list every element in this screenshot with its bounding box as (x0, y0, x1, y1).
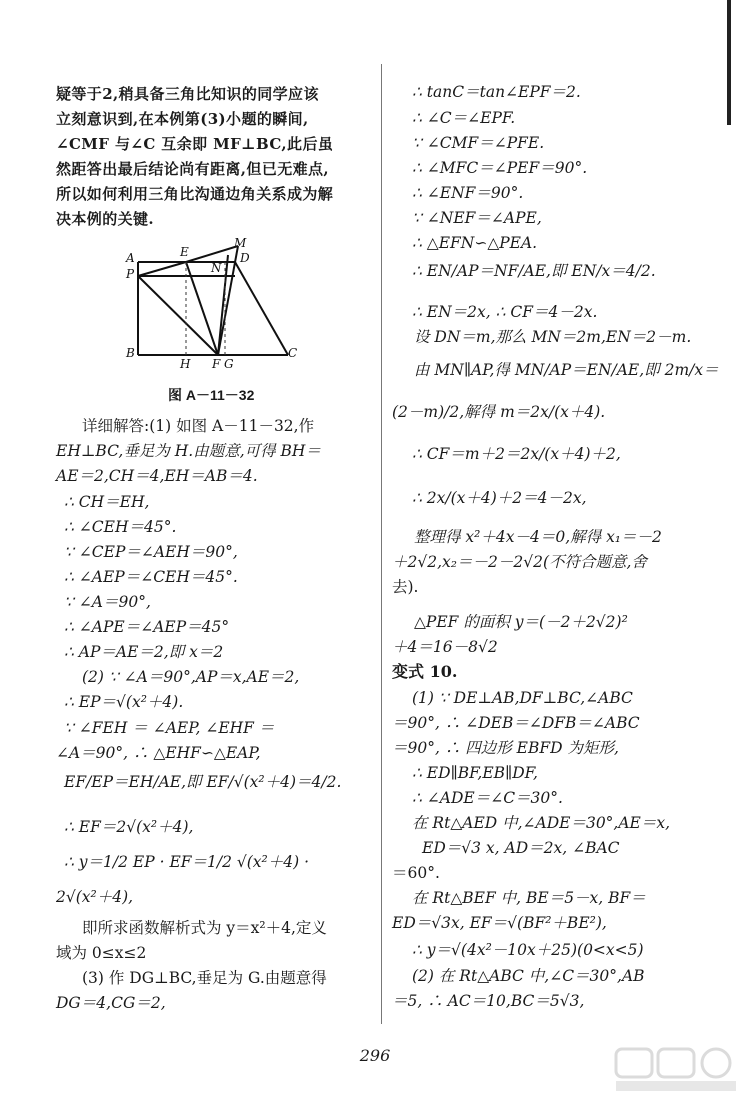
solution-line: ∴ 2x/(x＋4)＋2＝4－2x, (412, 489, 587, 507)
label-G: G (224, 357, 234, 371)
solution-line: ED＝√3x, EF＝√(BF²＋BE²), (392, 914, 607, 932)
solution-line: ∴ ∠APE＝∠AEP＝45° (64, 618, 230, 636)
solution-line: ＝90°, ∴ 四边形 EBFD 为矩形, (392, 739, 619, 757)
solution-line: ∴ CH＝EH, (64, 493, 150, 511)
solution-line: △PEF 的面积 y＝(－2＋2√2)² (414, 613, 628, 631)
solution-line: (2) ∵ ∠A＝90°,AP＝x,AE＝2, (82, 668, 300, 686)
solution-line: ∴ tanC＝tan∠EPF＝2. (412, 83, 581, 101)
solution-line: ∴ ∠ENF＝90°. (412, 184, 524, 202)
solution-line: ED＝√3 x, AD＝2x, ∠BAC (422, 839, 620, 857)
solution-line: ∵ ∠CEP＝∠AEH＝90°, (64, 543, 238, 561)
solution-line: AE＝2,CH＝4,EH＝AB＝4. (56, 467, 258, 485)
solution-line: ＝5, ∴ AC＝10,BC＝5√3, (392, 992, 585, 1010)
solution-line: 去). (392, 578, 419, 596)
label-B: B (126, 346, 135, 360)
solution-line: 在 Rt△AED 中,∠ADE＝30°,AE＝x, (412, 814, 671, 832)
solution-line: DG＝4,CG＝2, (56, 994, 166, 1012)
solution-line: (2) 在 Rt△ABC 中,∠C＝30°,AB (412, 967, 645, 985)
solution-line: ∴ AP＝AE＝2,即 x＝2 (64, 643, 224, 661)
segment-DC (235, 262, 288, 355)
label-M: M (234, 236, 247, 250)
intro-line: 立刻意识到,在本例第(3)小题的瞬间, (56, 110, 309, 128)
solution-line: ＋2√2,x₂＝－2－2√2(不符合题意,舍 (392, 553, 647, 571)
label-E: E (180, 245, 189, 259)
solution-line: ∵ ∠A＝90°, (64, 593, 151, 611)
solution-line: 域为 0≤x≤2 (56, 944, 147, 962)
label-F: F (212, 357, 221, 371)
solution-line: 在 Rt△BEF 中, BE＝5－x, BF＝ (412, 889, 646, 907)
solution-line: 由 MN∥AP,得 MN/AP＝EN/AE,即 2m/x＝ (414, 361, 719, 379)
intro-line: 然距答出最后结论尚有距离,但已无难点, (56, 160, 330, 178)
solution-line: ∴ ED∥BF,EB∥DF, (412, 764, 538, 782)
page-number: 296 (359, 1046, 391, 1065)
solution-line: ∴ CF＝m＋2＝2x/(x＋4)＋2, (412, 445, 621, 463)
label-D: D (240, 251, 250, 265)
segment-EP (138, 262, 186, 276)
solution-line: 详细解答:(1) 如图 A－11－32,作 (82, 417, 315, 435)
intro-line: 决本例的关键. (56, 210, 155, 228)
geometry-figure (60, 235, 310, 375)
solution-line: (2－m)/2,解得 m＝2x/(x＋4). (392, 403, 606, 421)
solution-line: ∴ y＝1/2 EP · EF＝1/2 √(x²＋4) · (64, 853, 310, 871)
intro-line: 疑等于2,稍具备三角比知识的同学应该 (56, 85, 319, 103)
solution-line: ∵ ∠CMF＝∠PFE. (412, 134, 545, 152)
segment-EM (186, 246, 238, 262)
solution-line: EF/EP＝EH/AE,即 EF/√(x²＋4)＝4/2. (64, 773, 342, 791)
watermark-logo (612, 1045, 742, 1095)
solution-line: (1) ∵ DE⊥AB,DF⊥BC,∠ABC (412, 689, 633, 707)
solution-line: ＝60°. (392, 864, 440, 882)
label-C: C (288, 346, 298, 360)
label-A: A (126, 251, 135, 265)
solution-line: ∴ △EFN∽△PEA. (412, 234, 538, 252)
segment-PF (138, 276, 218, 355)
solution-line: EH⊥BC,垂足为 H.由题意,可得 BH＝ (56, 442, 321, 460)
column-divider (381, 64, 382, 1024)
solution-line: ∴ ∠MFC＝∠PEF＝90°. (412, 159, 588, 177)
solution-line: 整理得 x²＋4x－4＝0,解得 x₁＝－2 (414, 528, 662, 546)
solution-line: ∴ ∠AEP＝∠CEH＝45°. (64, 568, 238, 586)
solution-line: ∴ ∠C＝∠EPF. (412, 109, 516, 127)
solution-line: ∠A＝90°, ∴ △EHF∽△EAP, (56, 744, 261, 762)
solution-line: ∴ EF＝2√(x²＋4), (64, 818, 194, 836)
page-edge-mark (727, 0, 731, 125)
solution-line: 2√(x²＋4), (56, 888, 134, 906)
solution-line: ＋4＝16－8√2 (392, 638, 498, 656)
label-P: P (126, 267, 135, 281)
solution-line: 设 DN＝m,那么 MN＝2m,EN＝2－m. (414, 328, 692, 346)
solution-line: ∵ ∠NEF＝∠APE, (412, 209, 542, 227)
solution-line: ∴ EN＝2x, ∴ CF＝4－2x. (412, 303, 598, 321)
solution-line: ∴ ∠ADE＝∠C＝30°. (412, 789, 563, 807)
solution-line: ∵ ∠FEH ＝ ∠AEP, ∠EHF ＝ (64, 719, 275, 737)
label-N: N (211, 261, 222, 275)
solution-line: (3) 作 DG⊥BC,垂足为 G.由题意得 (82, 969, 327, 987)
solution-line: ∴ EN/AP＝NF/AE,即 EN/x＝4/2. (412, 262, 656, 280)
intro-line: ∠CMF 与∠C 互余即 MF⊥BC,此后虽 (56, 135, 334, 153)
solution-line: ∴ ∠CEH＝45°. (64, 518, 177, 536)
figure-caption: 图 A－11－32 (168, 387, 255, 403)
solution-line: ∴ y＝√(4x²－10x＋25)(0<x<5) (412, 941, 644, 959)
solution-line: ＝90°, ∴ ∠DEB＝∠DFB＝∠ABC (392, 714, 640, 732)
section-heading: 变式 10. (392, 662, 458, 681)
solution-line: ∴ EP＝√(x²＋4). (64, 693, 184, 711)
label-H: H (180, 357, 191, 371)
intro-line: 所以如何利用三角比沟通边角关系成为解 (56, 185, 334, 203)
solution-line: 即所求函数解析式为 y＝x²＋4,定义 (82, 919, 327, 937)
